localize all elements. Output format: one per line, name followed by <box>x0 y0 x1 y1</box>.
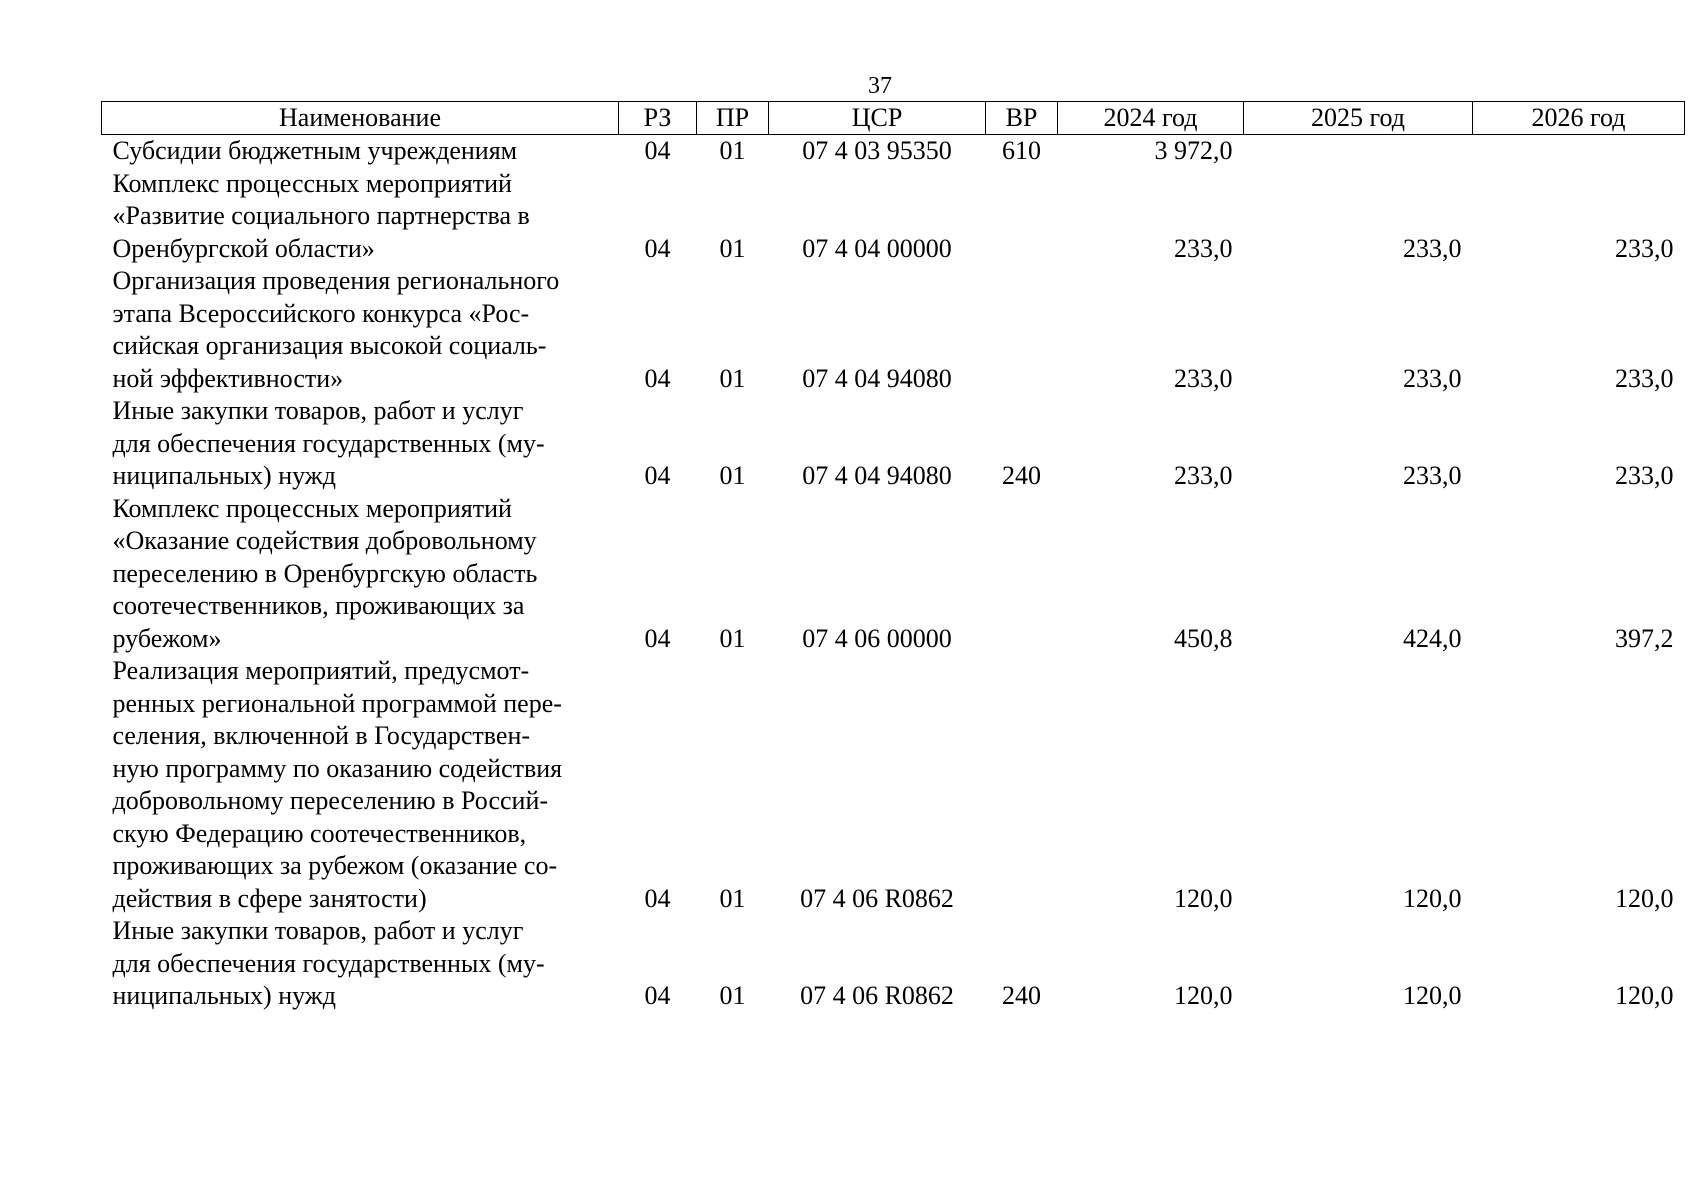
cell-2025: 233,0 <box>1403 461 1462 490</box>
header-2026: 2026 год <box>1473 102 1685 135</box>
cell-vr <box>986 493 1058 656</box>
header-vr: ВР <box>986 102 1058 135</box>
table-header-row <box>102 102 1685 135</box>
cell-vr <box>986 265 1058 395</box>
cell-rz: 04 <box>644 461 671 490</box>
name-line: селения, включенной в Государствен- <box>112 721 531 750</box>
cell-2026: 120,0 <box>1615 981 1674 1010</box>
header-name: Наименование <box>102 102 619 135</box>
header-2024: 2024 год <box>1058 102 1244 135</box>
cell-2024: 450,8 <box>1174 623 1233 653</box>
cell-pr: 01 <box>719 623 746 653</box>
cell-vr: 240 <box>1002 461 1041 490</box>
cell-pr: 01 <box>719 883 746 913</box>
cell-pr: 01 <box>719 461 746 490</box>
cell-2025: 424,0 <box>1403 623 1462 653</box>
cell-vr <box>986 655 1058 915</box>
cell-2025: 120,0 <box>1403 981 1462 1010</box>
name-line: проживающих за рубежом (оказание со- <box>112 851 558 880</box>
name-line: этапа Всероссийского конкурса «Рос- <box>112 298 530 328</box>
name-line: действия в сфере занятости) <box>112 883 427 913</box>
cell-2025 <box>1244 135 1473 168</box>
name-line: ной эффективности» <box>112 363 344 393</box>
header-2025: 2025 год <box>1244 102 1473 135</box>
cell-2024: 3 972,0 <box>1154 136 1233 165</box>
name-line: ную программу по оказанию содействия <box>112 753 563 783</box>
cell-2026: 233,0 <box>1615 233 1674 263</box>
row-name <box>102 395 619 493</box>
cell-rz: 04 <box>644 883 671 913</box>
name-line: скую Федерацию соотечественников, <box>112 818 527 848</box>
row-name <box>102 915 619 1013</box>
cell-csr: 07 4 04 94080 <box>802 363 952 393</box>
cell-2024: 233,0 <box>1174 461 1233 490</box>
name-line: добровольному переселению в Россий- <box>112 786 549 815</box>
cell-rz: 04 <box>644 233 671 263</box>
cell-2024: 120,0 <box>1174 883 1233 913</box>
cell-2026: 120,0 <box>1615 883 1674 913</box>
table-row <box>102 915 1685 1013</box>
cell-csr: 07 4 06 00000 <box>802 623 952 653</box>
table-row <box>102 265 1685 395</box>
cell-pr: 01 <box>719 363 746 393</box>
name-line: ниципальных) нужд <box>112 981 336 1010</box>
name-line: для обеспечения государственных (му- <box>112 428 545 458</box>
header-rz: РЗ <box>619 102 697 135</box>
row-name <box>102 493 619 656</box>
name-line: ниципальных) нужд <box>112 461 336 490</box>
name-line: соотечественников, проживающих за <box>112 591 525 620</box>
budget-table <box>101 101 1685 1013</box>
cell-pr: 01 <box>719 136 746 165</box>
cell-csr: 07 4 03 95350 <box>802 136 952 165</box>
name-line: «Оказание содействия добровольному <box>112 526 537 555</box>
name-line: Комплекс процессных мероприятий <box>112 493 512 523</box>
cell-csr: 07 4 04 94080 <box>802 461 952 490</box>
name-line: Организация проведения регионального <box>112 266 560 295</box>
name-line: рубежом» <box>112 623 222 653</box>
cell-2024: 120,0 <box>1174 981 1233 1010</box>
cell-pr: 01 <box>719 981 746 1010</box>
cell-2024: 233,0 <box>1174 233 1233 263</box>
page-number: 37 <box>868 73 892 99</box>
cell-rz: 04 <box>644 136 671 165</box>
cell-vr: 610 <box>1002 136 1041 165</box>
name-line: сийская организация высокой социаль- <box>112 331 547 360</box>
name-line: Иные закупки товаров, работ и услуг <box>112 916 524 945</box>
row-name <box>102 265 619 395</box>
name-line: Иные закупки товаров, работ и услуг <box>112 396 524 425</box>
table-row <box>102 395 1685 493</box>
name-line: переселению в Оренбургскую область <box>112 558 538 588</box>
cell-csr: 07 4 04 00000 <box>802 233 952 263</box>
row-name <box>102 135 619 168</box>
cell-rz: 04 <box>644 981 671 1010</box>
name-line: «Развитие социального партнерства в <box>112 201 530 230</box>
name-line: Субсидии бюджетным учреждениям <box>112 136 518 165</box>
name-line: Комплекс процессных мероприятий <box>112 168 512 198</box>
cell-csr: 07 4 06 R0862 <box>800 883 954 913</box>
row-name <box>102 655 619 915</box>
cell-pr: 01 <box>719 233 746 263</box>
name-line: Оренбургской области» <box>112 233 375 263</box>
cell-2026: 233,0 <box>1615 461 1674 490</box>
header-csr: ЦСР <box>769 102 986 135</box>
table-row <box>102 168 1685 266</box>
header-pr: ПР <box>697 102 769 135</box>
row-name <box>102 168 619 266</box>
name-line: для обеспечения государственных (му- <box>112 948 545 978</box>
cell-2026 <box>1473 135 1685 168</box>
cell-vr: 240 <box>1002 981 1041 1010</box>
cell-csr: 07 4 06 R0862 <box>800 981 954 1010</box>
name-line: Реализация мероприятий, предусмот- <box>112 656 530 685</box>
cell-rz: 04 <box>644 363 671 393</box>
cell-2026: 397,2 <box>1615 623 1674 653</box>
cell-2025: 120,0 <box>1403 883 1462 913</box>
cell-2025: 233,0 <box>1403 233 1462 263</box>
cell-2025: 233,0 <box>1403 363 1462 393</box>
cell-vr <box>986 168 1058 266</box>
name-line: ренных региональной программой пере- <box>112 688 562 718</box>
table-row <box>102 493 1685 656</box>
table-row <box>102 655 1685 915</box>
cell-rz: 04 <box>644 623 671 653</box>
cell-2026: 233,0 <box>1615 363 1674 393</box>
cell-2024: 233,0 <box>1174 363 1233 393</box>
table-row <box>102 135 1685 168</box>
